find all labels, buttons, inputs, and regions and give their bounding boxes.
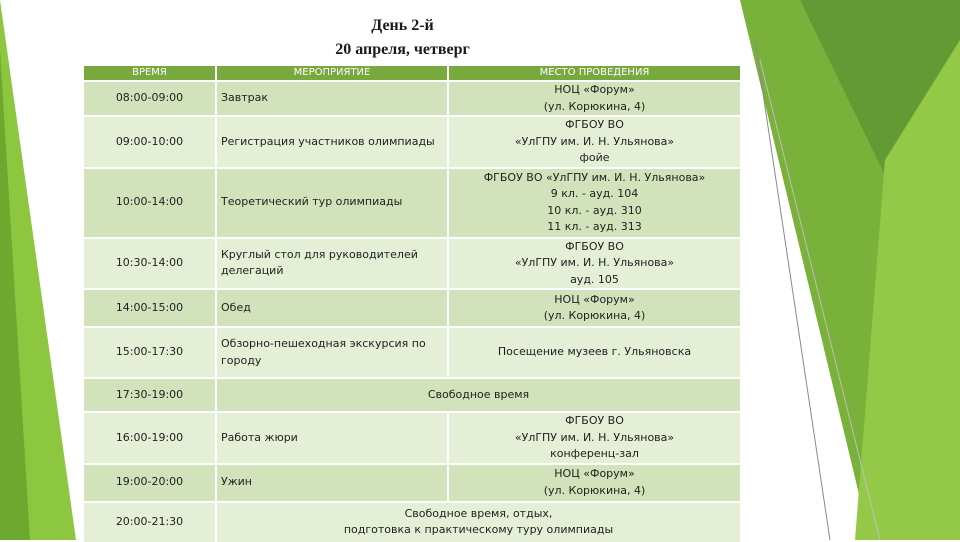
place-line: 9 кл. - ауд. 104 — [550, 187, 639, 200]
row-time: 20:00-21:30 — [84, 502, 216, 542]
place-line: конференц-зал — [550, 447, 639, 460]
table-row — [84, 81, 740, 116]
note-line: Свободное время — [427, 387, 530, 401]
row-time: 17:30-19:00 — [84, 378, 216, 412]
row-time: 08:00-09:00 — [84, 81, 216, 116]
table-row — [84, 238, 740, 290]
schedule-table — [84, 66, 740, 542]
table-header-row — [84, 66, 740, 81]
place-line: 11 кл. - ауд. 313 — [547, 220, 642, 233]
table-row — [84, 168, 740, 238]
row-place — [448, 81, 740, 116]
row-time: 14:00-15:00 — [84, 289, 216, 327]
row-event: Обед — [216, 289, 448, 327]
place-line: Посещение музеев г. Ульяновска — [497, 345, 692, 359]
place-line: ФГБОУ ВО — [565, 239, 624, 253]
place-line: (ул. Корюкина, 4) — [543, 99, 646, 113]
row-time: 16:00-19:00 — [84, 412, 216, 464]
place-line: 10 кл. - ауд. 310 — [547, 203, 642, 217]
place-line: ФГБОУ ВО — [565, 118, 624, 131]
place-line: НОЦ «Форум» — [554, 292, 635, 306]
row-place — [448, 116, 740, 168]
place-line: ФГБОУ ВО — [565, 414, 624, 427]
place-line: «УлГПУ им. И. Н. Ульянова» — [514, 430, 675, 444]
row-place — [448, 412, 740, 464]
row-merged-note — [216, 378, 740, 412]
row-time: 19:00-20:00 — [84, 464, 216, 502]
place-line: ФГБОУ ВО «УлГПУ им. И. Н. Ульянова» — [483, 170, 706, 184]
row-event: Регистрация участников олимпиады — [216, 116, 448, 168]
place-line: (ул. Корюкина, 4) — [543, 309, 646, 322]
table-row — [84, 502, 740, 542]
row-time: 09:00-10:00 — [84, 116, 216, 168]
place-line: «УлГПУ им. И. Н. Ульянова» — [514, 134, 675, 148]
table-row — [84, 464, 740, 502]
row-event: Работа жюри — [216, 412, 448, 464]
note-line: подготовка к практическому туру олимпиады — [343, 523, 614, 536]
page-title: День 2-й — [371, 17, 434, 34]
table-row — [84, 289, 740, 327]
place-line: фойе — [579, 151, 610, 164]
row-place — [448, 168, 740, 238]
row-event: Теоретический тур олимпиады — [216, 168, 448, 238]
table-row — [84, 412, 740, 464]
table-row — [84, 116, 740, 168]
place-line: ауд. 105 — [570, 272, 619, 286]
row-place — [448, 464, 740, 502]
place-line: НОЦ «Форум» — [554, 467, 635, 480]
row-event: Круглый стол для руководителей делегаций — [216, 238, 448, 290]
page-subtitle: 20 апреля, четверг — [335, 41, 470, 58]
row-place — [448, 289, 740, 327]
table-row — [84, 327, 740, 378]
table-row — [84, 378, 740, 412]
row-place — [448, 238, 740, 290]
row-event: Завтрак — [216, 81, 448, 116]
place-line: НОЦ «Форум» — [554, 83, 635, 96]
row-time: 10:00-14:00 — [84, 168, 216, 238]
row-event: Обзорно-пешеходная экскурсия по городу — [216, 327, 448, 378]
place-line: (ул. Корюкина, 4) — [543, 483, 646, 497]
column-header-time: ВРЕМЯ — [84, 66, 216, 81]
column-header-place: МЕСТО ПРОВЕДЕНИЯ — [448, 66, 740, 81]
row-place — [448, 327, 740, 378]
note-line: Свободное время, отдых, — [404, 506, 553, 520]
column-header-event: МЕРОПРИЯТИЕ — [216, 66, 448, 81]
row-time: 15:00-17:30 — [84, 327, 216, 378]
row-merged-note — [216, 502, 740, 542]
row-event: Ужин — [216, 464, 448, 502]
row-time: 10:30-14:00 — [84, 238, 216, 290]
place-line: «УлГПУ им. И. Н. Ульянова» — [514, 256, 675, 269]
